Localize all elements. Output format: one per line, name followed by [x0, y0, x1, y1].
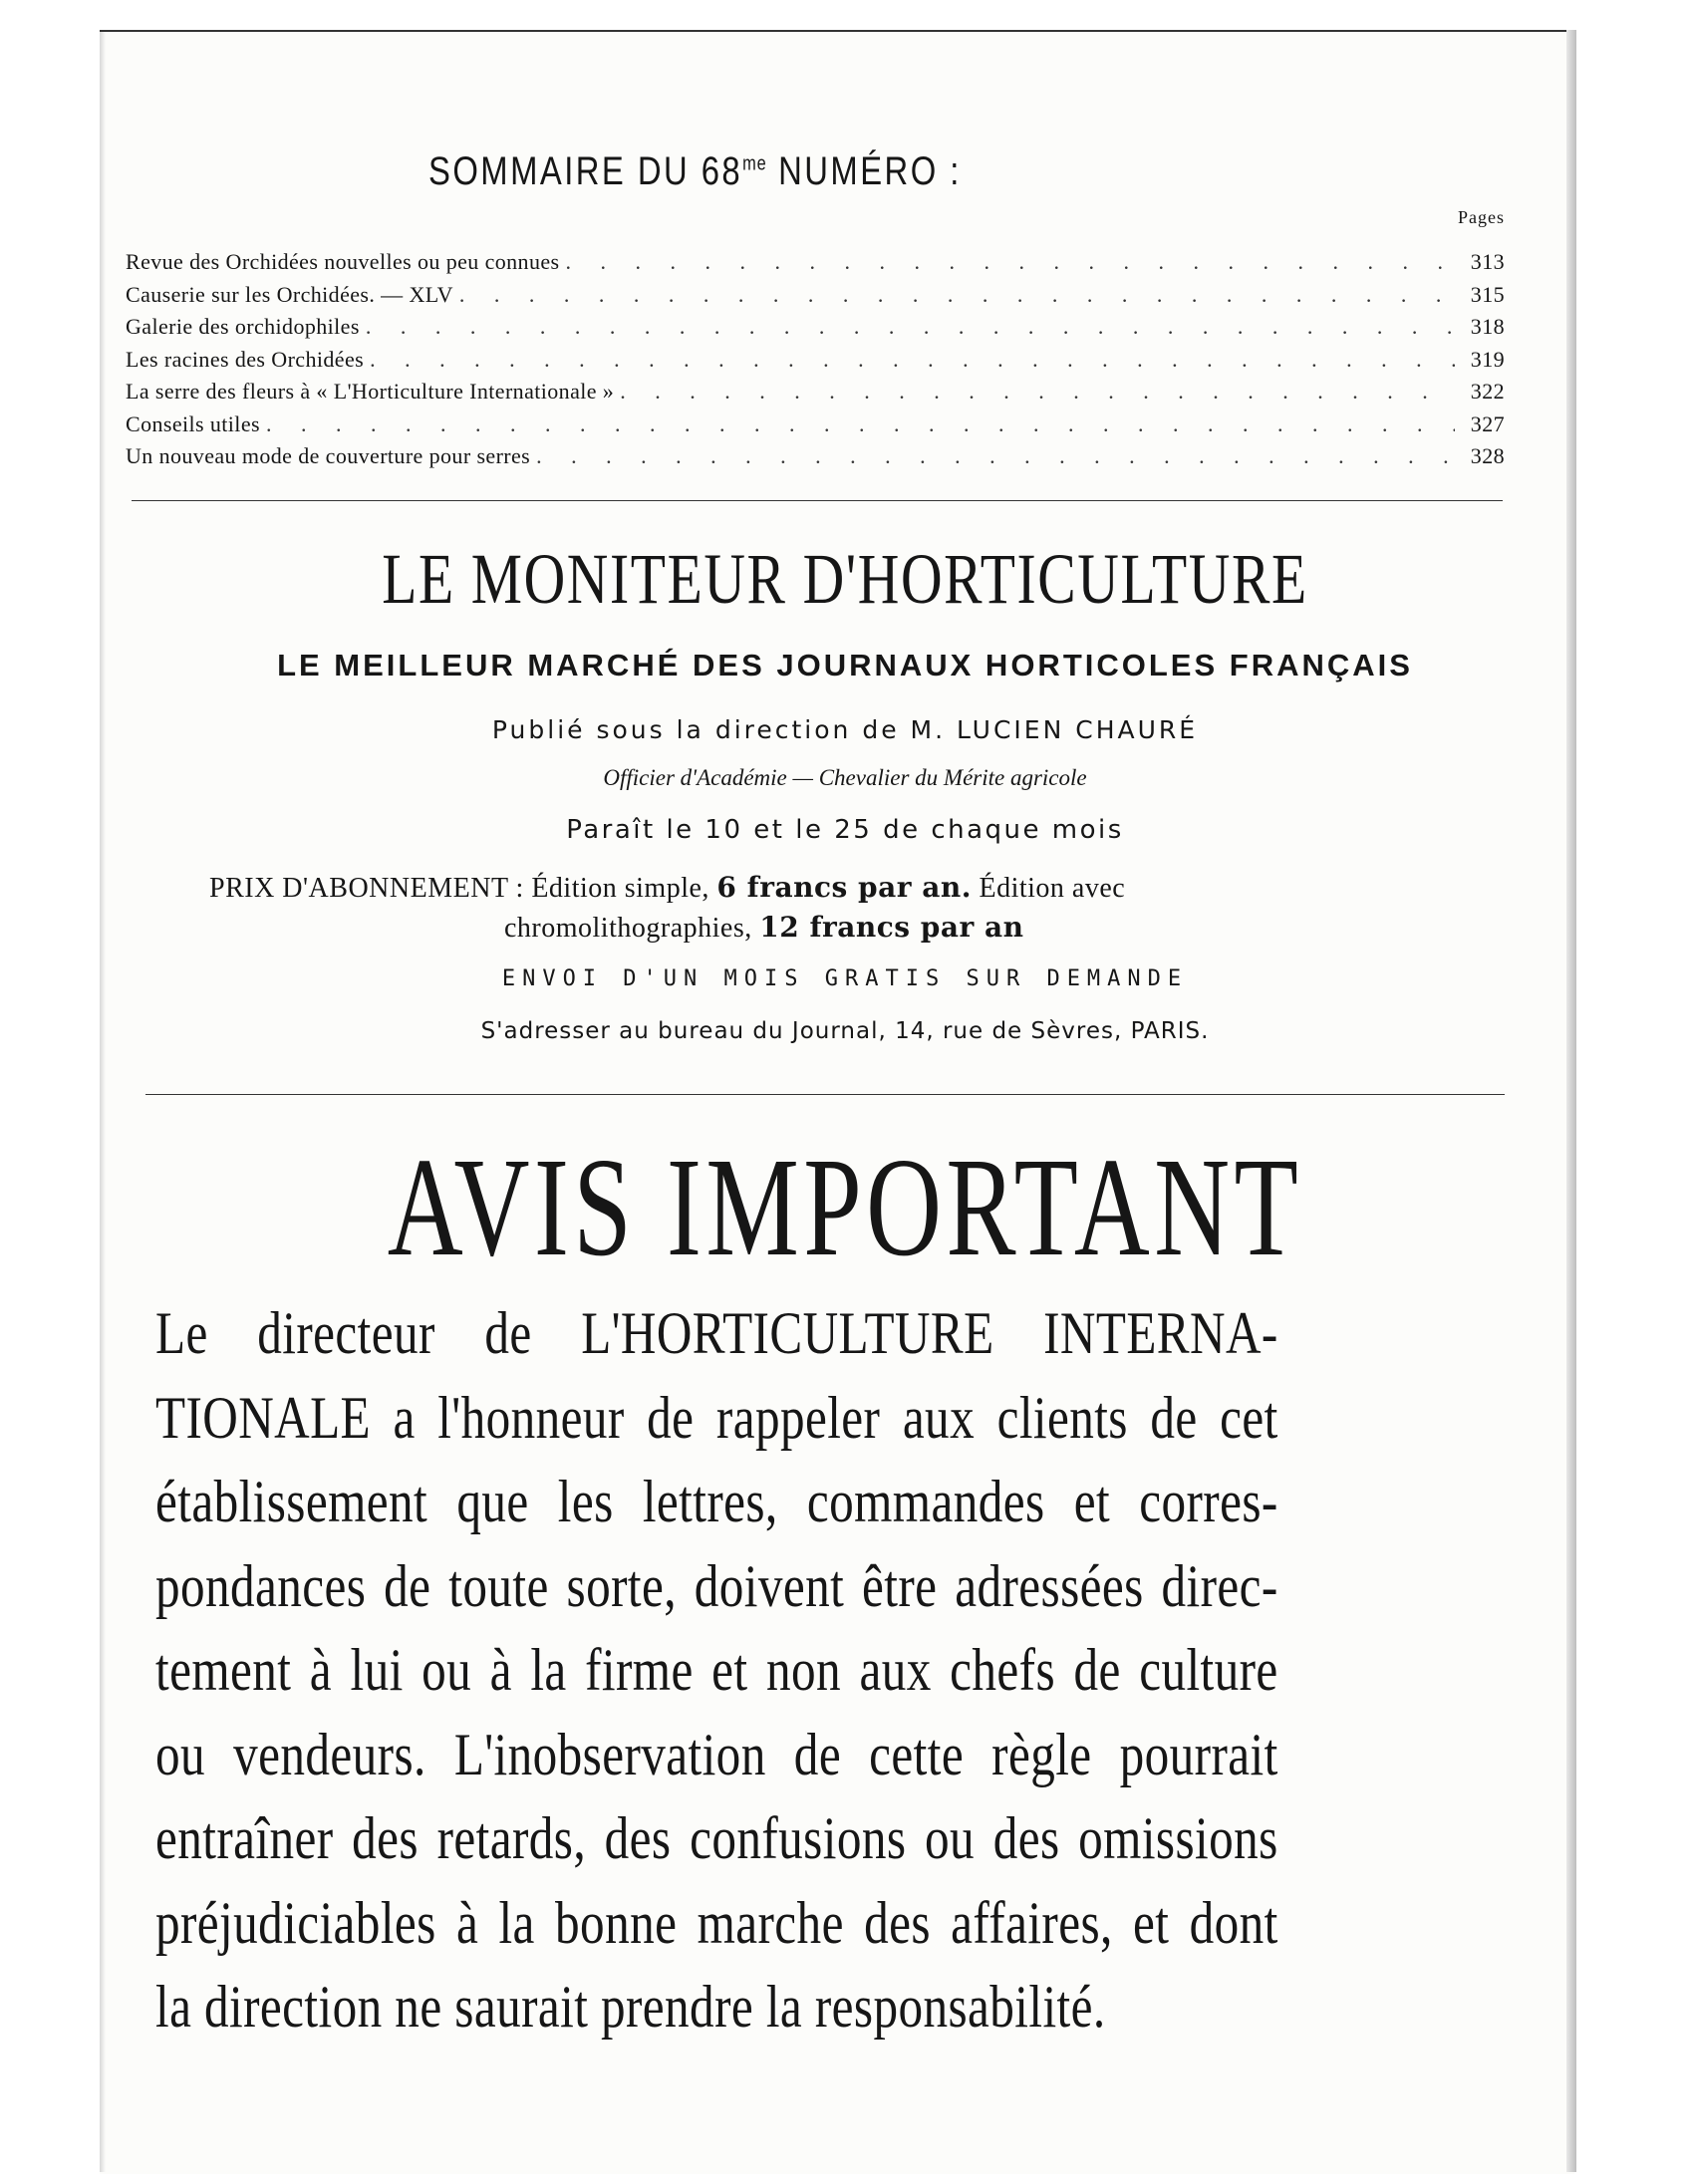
avis-line: pondances de toute sorte, doivent être adressées direc-	[155, 1552, 1278, 1619]
toc-entry-page: 315	[1470, 281, 1505, 307]
moniteur-frequency: Paraît le 10 et le 25 de chaque mois	[566, 815, 1124, 845]
toc-entry-page: 328	[1470, 443, 1505, 468]
toc-entry-page: 318	[1470, 314, 1505, 339]
moniteur-director-titles: Officier d'Académie — Chevalier du Mérite agricole	[603, 765, 1087, 790]
toc-entry-title: Les racines des Orchidées	[126, 346, 365, 372]
avis-line: établissement que les lettres, commandes et corres-	[155, 1469, 1278, 1534]
toc-entry-title: Galerie des orchidophiles	[126, 314, 360, 339]
abonnement-line: chromolithographies, 12 francs par an	[504, 911, 1024, 944]
toc-entry-page: 319	[1470, 346, 1505, 372]
toc-entry	[126, 411, 1505, 444]
page-gutter-shadow	[100, 32, 106, 2172]
table-of-contents	[126, 249, 1505, 476]
moniteur-title: LE MONITEUR D'HORTICULTURE	[382, 539, 1308, 619]
toc-entry	[126, 347, 1505, 380]
price-simple: 6 francs par an.	[716, 871, 972, 904]
sommaire-title: SOMMAIRE DU $68^{me}$ NUMÉRO :	[428, 149, 962, 193]
toc-entry	[126, 379, 1505, 411]
moniteur-subtitle: LE MEILLEUR MARCHÉ DES JOURNAUX HORTICOLES FRANÇAIS	[277, 648, 1413, 682]
envoi-gratis-notice: ENVOI D'UN MOIS GRATIS SUR DEMANDE	[501, 966, 1189, 991]
avis-line: entraîner des retards, des confusions ou des omissions	[155, 1805, 1278, 1871]
divider-rule	[145, 1094, 1505, 1095]
toc-dot-leader	[266, 411, 1455, 437]
toc-entry	[126, 443, 1505, 476]
price-chromo: 12 francs par an	[759, 911, 1024, 944]
avis-line: préjudiciables à la bonne marche des affaires, et dont	[155, 1889, 1278, 1956]
page-edge-shadow	[1566, 30, 1576, 2172]
toc-dot-leader	[459, 282, 1455, 308]
toc-entry-title: Causerie sur les Orchidées. — XLV	[126, 281, 453, 307]
toc-entry-title: Revue des Orchidées nouvelles ou peu connues	[126, 249, 560, 274]
toc-dot-leader	[366, 314, 1455, 340]
avis-body	[155, 1291, 1525, 2049]
avis-line: Le directeur de L'HORTICULTURE INTERNA-	[155, 1300, 1278, 1366]
abonnement-line: PRIX D'ABONNEMENT : Édition simple, 6 francs par an. Édition avec	[209, 871, 1126, 904]
toc-entry-page: 322	[1470, 379, 1505, 404]
avis-line: tement à lui ou à la firme et non aux chefs de culture	[155, 1637, 1278, 1703]
pages-column-label: Pages	[1458, 207, 1505, 227]
moniteur-address: S'adresser au bureau du Journal, 14, rue de Sèvres, PARIS.	[480, 1018, 1210, 1044]
toc-entry-title: La serre des fleurs à « L'Horticulture Internationale »	[126, 379, 615, 404]
toc-entry-page: 327	[1470, 410, 1505, 436]
toc-entry	[126, 249, 1505, 282]
toc-entry-page: 313	[1470, 249, 1505, 274]
divider-rule	[132, 500, 1503, 501]
toc-dot-leader	[370, 347, 1455, 373]
toc-dot-leader	[620, 379, 1455, 405]
toc-dot-leader	[536, 443, 1455, 469]
moniteur-direction: Publié sous la direction de M. LUCIEN CHAURÉ	[491, 715, 1199, 744]
toc-entry-title: Conseils utiles	[126, 410, 260, 436]
avis-line: ou vendeurs. L'inobservation de cette règle pourrait	[155, 1721, 1278, 1787]
toc-dot-leader	[565, 249, 1455, 275]
toc-entry-title: Un nouveau mode de couverture pour serres	[126, 443, 531, 468]
avis-line: TIONALE a l'honneur de rappeler aux clients de cet	[155, 1384, 1278, 1451]
toc-entry	[126, 314, 1505, 347]
avis-title: AVIS IMPORTANT	[387, 1128, 1303, 1285]
toc-entry	[126, 282, 1505, 315]
avis-line: la direction ne saurait prendre la responsabilité.	[155, 1974, 1106, 2040]
